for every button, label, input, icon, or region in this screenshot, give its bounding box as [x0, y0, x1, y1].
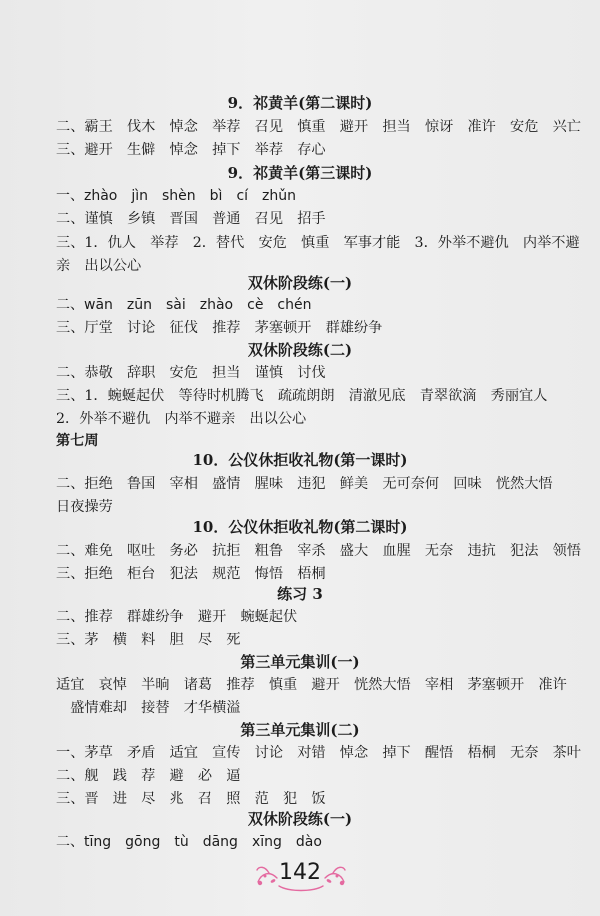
answer-line: 二、wān zūn sài zhào cè chén	[56, 297, 312, 313]
page-number: 142	[279, 860, 321, 885]
answer-line: 三、拒绝 柜台 犯法 规范 悔悟 梧桐	[56, 566, 326, 582]
answer-line: 三、避开 生僻 悼念 掉下 举荐 存心	[56, 142, 326, 158]
section-title: 双休阶段练(二)	[247, 341, 353, 359]
answer-line: 三、1．蜿蜒起伏 等待时机腾飞 疏疏朗朗 清澈见底 青翠欲滴 秀丽宜人	[56, 388, 548, 404]
page-footer	[0, 856, 600, 896]
answer-line: 适宜 哀悼 半晌 诸葛 推荐 慎重 避开 恍然大悟 宰相 茅塞顿开 准许	[56, 677, 567, 693]
section-title: 9．祁黄羊(第二课时)	[227, 94, 373, 112]
section-title: 双休阶段练(一)	[247, 274, 353, 292]
answer-line: 一、茅草 矛盾 适宜 宣传 讨论 对错 悼念 掉下 醒悟 梧桐 无奈 茶叶	[56, 745, 581, 761]
answer-line: 二、推荐 群雄纷争 避开 蜿蜒起伏	[56, 609, 298, 625]
answer-line: 二、tīng gōng tù dāng xīng dào	[56, 834, 322, 850]
answer-line: 盛情难却 接替 才华横溢	[56, 700, 241, 716]
answer-line: 亲 出以公心	[56, 258, 142, 274]
answer-line: 二、谨慎 乡镇 晋国 普通 召见 招手	[56, 211, 326, 227]
section-title: 练习 3	[277, 585, 323, 603]
section-title: 第三单元集训(二)	[240, 721, 360, 739]
answer-line: 二、舰 践 荐 避 必 逼	[56, 768, 241, 784]
answer-line: 二、霸王 伐木 悼念 举荐 召见 慎重 避开 担当 惊讶 准许 安危 兴亡	[56, 119, 581, 135]
answer-line: 三、1．仇人 举荐 2．替代 安危 慎重 军事才能 3．外举不避仇 内举不避	[56, 235, 580, 251]
answer-line: 2．外举不避仇 内举不避亲 出以公心	[56, 411, 307, 427]
answer-line: 二、拒绝 鲁国 宰相 盛情 腥味 违犯 鲜美 无可奈何 回味 恍然大悟	[56, 476, 553, 492]
section-title: 10．公仪休拒收礼物(第二课时)	[192, 518, 408, 536]
section-title: 9．祁黄羊(第三课时)	[227, 164, 373, 182]
answer-line: 三、厅堂 讨论 征伐 推荐 茅塞顿开 群雄纷争	[56, 320, 383, 336]
section-title: 第三单元集训(一)	[240, 653, 360, 671]
section-title: 双休阶段练(一)	[247, 810, 353, 828]
week-heading: 第七周	[56, 433, 99, 449]
answer-line: 二、恭敬 辞职 安危 担当 谨慎 讨伐	[56, 365, 326, 381]
answer-line: 二、难免 呕吐 务必 抗拒 粗鲁 宰杀 盛大 血腥 无奈 违抗 犯法 领悟	[56, 543, 581, 559]
answer-line: 日夜操劳	[56, 499, 113, 515]
answer-line: 一、zhào jìn shèn bì cí zhǔn	[56, 188, 297, 204]
answer-line: 三、晋 进 尽 兆 召 照 范 犯 饭	[56, 791, 326, 807]
answer-line: 三、茅 横 料 胆 尽 死	[56, 632, 241, 648]
section-title: 10．公仪休拒收礼物(第一课时)	[192, 451, 408, 469]
